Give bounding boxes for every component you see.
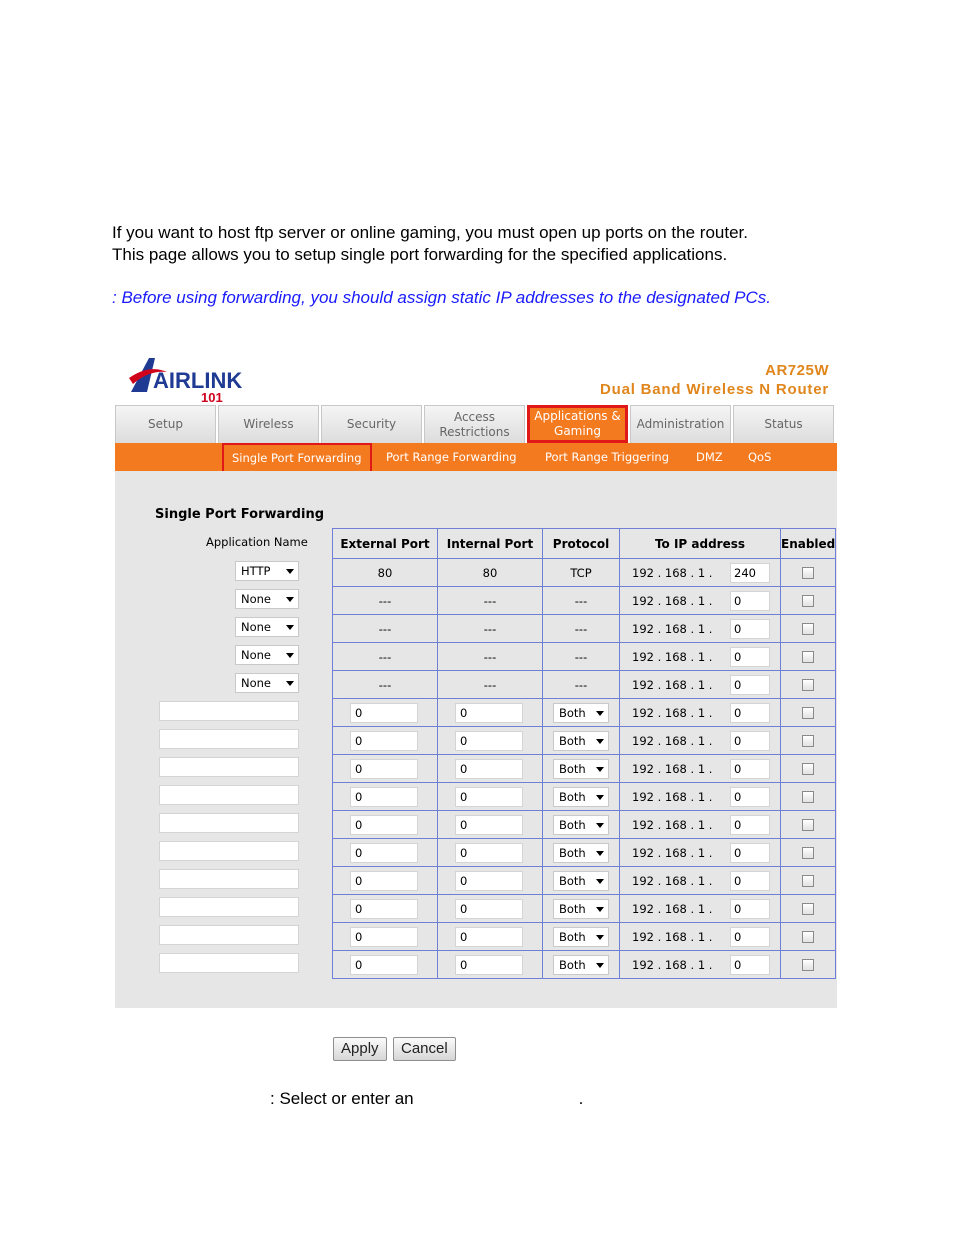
enabled-checkbox[interactable] [802,651,814,663]
ip-prefix: 192 . 168 . 1 . [632,790,713,804]
protocol-select[interactable] [553,955,609,975]
ip-prefix: 192 . 168 . 1 . [632,566,713,580]
apply-button[interactable]: Apply [333,1037,387,1061]
enabled-checkbox[interactable] [802,819,814,831]
tab-applications-gaming[interactable]: Applications & Gaming [527,405,628,443]
table-row [333,643,836,671]
forwarding-table [332,528,836,979]
ip-prefix: 192 . 168 . 1 . [632,762,713,776]
protocol-select-value: Both [559,874,586,888]
external-port-value: --- [333,643,438,671]
internal-port-input[interactable]: 0 [455,787,523,807]
table-row [333,895,836,923]
ip-last-octet-input[interactable]: 0 [730,899,770,919]
application-name-input[interactable] [159,925,299,945]
internal-port-value: --- [438,671,543,699]
internal-port-input[interactable]: 0 [455,731,523,751]
internal-port-input[interactable]: 0 [455,927,523,947]
protocol-select[interactable] [553,899,609,919]
external-port-input[interactable]: 0 [350,703,418,723]
enabled-checkbox[interactable] [802,875,814,887]
table-row [333,951,836,979]
application-select[interactable] [235,645,299,665]
application-name-input[interactable] [159,785,299,805]
tab-security[interactable]: Security [321,405,422,443]
internal-port-value: --- [438,587,543,615]
ip-prefix: 192 . 168 . 1 . [632,846,713,860]
enabled-checkbox[interactable] [802,903,814,915]
ip-prefix: 192 . 168 . 1 . [632,734,713,748]
sub-navigation [115,443,837,471]
application-name-label: Application Name [206,535,308,549]
protocol-select-value: Both [559,930,586,944]
ip-prefix: 192 . 168 . 1 . [632,594,713,608]
chevron-down-icon [286,625,294,630]
subnav-port-range-triggering[interactable]: Port Range Triggering [545,450,670,464]
enabled-checkbox[interactable] [802,595,814,607]
enabled-checkbox[interactable] [802,931,814,943]
external-port-input[interactable]: 0 [350,731,418,751]
section-title: Single Port Forwarding [155,507,324,522]
main-tabs [115,405,837,443]
enabled-checkbox[interactable] [802,847,814,859]
external-port-input[interactable]: 0 [350,759,418,779]
chevron-down-icon [286,681,294,686]
protocol-select[interactable] [553,703,609,723]
ip-prefix: 192 . 168 . 1 . [632,622,713,636]
internal-port-value: --- [438,643,543,671]
subnav-qos[interactable]: QoS [748,450,772,464]
ip-last-octet-input[interactable]: 0 [730,787,770,807]
table-header-row [333,529,836,559]
ip-prefix: 192 . 168 . 1 . [632,902,713,916]
protocol-value: --- [543,643,620,671]
internal-port-value: --- [438,615,543,643]
table-row [333,783,836,811]
application-name-input[interactable] [159,757,299,777]
ip-last-octet-input[interactable]: 0 [730,871,770,891]
internal-port-input[interactable]: 0 [455,815,523,835]
external-port-input[interactable]: 0 [350,787,418,807]
chevron-down-icon [596,907,604,912]
protocol-select[interactable] [553,843,609,863]
ip-last-octet-input[interactable]: 0 [730,955,770,975]
chevron-down-icon [596,823,604,828]
ip-last-octet-input[interactable]: 0 [730,703,770,723]
table-row [333,615,836,643]
protocol-select-value: Both [559,846,586,860]
application-select[interactable] [235,673,299,693]
internal-port-value: 80 [438,559,543,587]
airlink-logo [127,354,247,404]
protocol-select[interactable] [553,871,609,891]
application-select-value: HTTP [241,564,271,578]
col-external-port: External Port [333,529,438,559]
chevron-down-icon [286,597,294,602]
tab-setup[interactable]: Setup [115,405,216,443]
footer-text-a: : Select or enter an [270,1089,414,1108]
protocol-select-value: Both [559,790,586,804]
ip-last-octet-input[interactable]: 0 [730,591,770,611]
external-port-value: --- [333,587,438,615]
table-row [333,587,836,615]
enabled-checkbox[interactable] [802,623,814,635]
ip-last-octet-input[interactable]: 0 [730,731,770,751]
ip-prefix: 192 . 168 . 1 . [632,706,713,720]
chevron-down-icon [596,767,604,772]
col-internal-port: Internal Port [438,529,543,559]
application-name-input[interactable] [159,813,299,833]
internal-port-input[interactable]: 0 [455,703,523,723]
protocol-select[interactable] [553,731,609,751]
application-name-input[interactable] [159,953,299,973]
intro-paragraph [112,222,852,266]
application-select-value: None [241,676,272,690]
protocol-value: --- [543,671,620,699]
enabled-checkbox[interactable] [802,679,814,691]
chevron-down-icon [596,935,604,940]
protocol-select-value: Both [559,902,586,916]
chevron-down-icon [596,739,604,744]
table-row [333,699,836,727]
tab-wireless[interactable]: Wireless [218,405,319,443]
product-subtitle: Dual Band Wireless N Router [599,381,829,398]
enabled-checkbox[interactable] [802,763,814,775]
chevron-down-icon [596,795,604,800]
application-select-value: None [241,620,272,634]
internal-port-input[interactable]: 0 [455,759,523,779]
protocol-value: --- [543,615,620,643]
ip-last-octet-input[interactable]: 0 [730,927,770,947]
col-enabled: Enabled [781,529,836,559]
logo-text: AIRLINK [153,368,243,393]
protocol-select-value: Both [559,762,586,776]
external-port-input[interactable]: 0 [350,927,418,947]
col-to-ip-address: To IP address [620,529,781,559]
ip-prefix: 192 . 168 . 1 . [632,930,713,944]
enabled-checkbox[interactable] [802,735,814,747]
protocol-select[interactable] [553,927,609,947]
external-port-value: --- [333,615,438,643]
chevron-down-icon [596,963,604,968]
ip-last-octet-input[interactable]: 0 [730,759,770,779]
table-row [333,755,836,783]
table-row [333,867,836,895]
footer-text-b: . [578,1089,584,1108]
chevron-down-icon [596,711,604,716]
external-port-input[interactable]: 0 [350,899,418,919]
application-select[interactable] [235,589,299,609]
cancel-button[interactable]: Cancel [393,1037,456,1061]
protocol-select[interactable] [553,759,609,779]
application-name-input[interactable] [159,841,299,861]
chevron-down-icon [286,653,294,658]
internal-port-input[interactable]: 0 [455,955,523,975]
application-name-input[interactable] [159,897,299,917]
ip-last-octet-input[interactable]: 0 [730,675,770,695]
chevron-down-icon [596,879,604,884]
protocol-select-value: Both [559,706,586,720]
table-row [333,727,836,755]
ip-prefix: 192 . 168 . 1 . [632,874,713,888]
protocol-select[interactable] [553,787,609,807]
ip-last-octet-input[interactable]: 0 [730,619,770,639]
application-select[interactable] [235,617,299,637]
router-screenshot [115,350,837,1008]
footer-line [270,1088,583,1110]
subnav-port-range-forwarding[interactable]: Port Range Forwarding [386,450,517,464]
external-port-value: 80 [333,559,438,587]
tab-administration[interactable]: Administration [630,405,731,443]
subnav-dmz[interactable]: DMZ [696,450,723,464]
enabled-checkbox[interactable] [802,707,814,719]
application-name-input[interactable] [159,701,299,721]
application-name-input[interactable] [159,869,299,889]
protocol-value: --- [543,587,620,615]
ip-prefix: 192 . 168 . 1 . [632,818,713,832]
table-row [333,811,836,839]
table-row [333,559,836,587]
application-select[interactable] [235,561,299,581]
ip-prefix: 192 . 168 . 1 . [632,678,713,692]
internal-port-input[interactable]: 0 [455,871,523,891]
external-port-value: --- [333,671,438,699]
chevron-down-icon [286,569,294,574]
ip-last-octet-input[interactable]: 240 [730,563,770,583]
ip-last-octet-input[interactable]: 0 [730,647,770,667]
intro-line-1: If you want to host ftp server or online gaming, you must open up ports on the router. [112,223,748,242]
application-select-value: None [241,648,272,662]
ip-prefix: 192 . 168 . 1 . [632,958,713,972]
tab-access-restrictions[interactable]: Access Restrictions [424,405,525,443]
protocol-select-value: Both [559,818,586,832]
enabled-checkbox[interactable] [802,567,814,579]
protocol-select-value: Both [559,734,586,748]
note-paragraph: : Before using forwarding, you should assign static IP addresses to the designated PCs. [112,288,771,307]
enabled-checkbox[interactable] [802,959,814,971]
protocol-select-value: Both [559,958,586,972]
logo-number: 101 [201,390,223,405]
chevron-down-icon [596,851,604,856]
internal-port-input[interactable]: 0 [455,843,523,863]
protocol-select[interactable] [553,815,609,835]
tab-status[interactable]: Status [733,405,834,443]
table-row [333,671,836,699]
external-port-input[interactable]: 0 [350,955,418,975]
application-select-value: None [241,592,272,606]
ip-last-octet-input[interactable]: 0 [730,843,770,863]
table-row [333,923,836,951]
application-name-input[interactable] [159,729,299,749]
ip-last-octet-input[interactable]: 0 [730,815,770,835]
content-panel [115,471,837,1008]
protocol-value: TCP [543,559,620,587]
col-protocol: Protocol [543,529,620,559]
ip-prefix: 192 . 168 . 1 . [632,650,713,664]
external-port-input[interactable]: 0 [350,843,418,863]
internal-port-input[interactable]: 0 [455,899,523,919]
external-port-input[interactable]: 0 [350,815,418,835]
intro-line-2: This page allows you to setup single port forwarding for the specified applications. [112,245,728,264]
external-port-input[interactable]: 0 [350,871,418,891]
enabled-checkbox[interactable] [802,791,814,803]
table-row [333,839,836,867]
model-name: AR725W [765,362,829,379]
subnav-single-port-forwarding[interactable]: Single Port Forwarding [222,443,372,474]
